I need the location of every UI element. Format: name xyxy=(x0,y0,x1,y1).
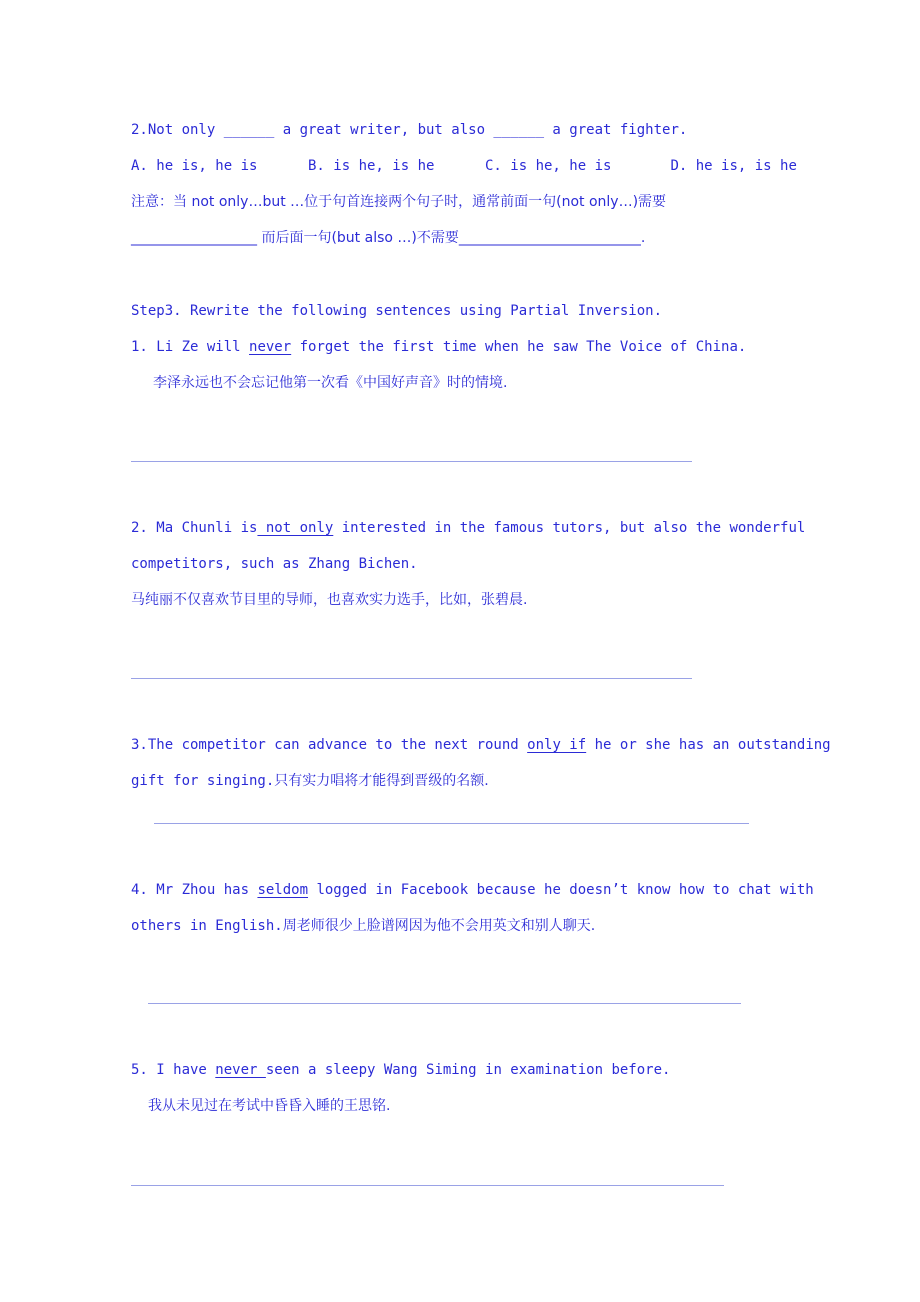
sentence-2-translation: 马纯丽不仅喜欢节目里的导师，也喜欢实力选手，比如，张碧晨. xyxy=(131,592,528,608)
question-2-note: 注意：当 not only…but …位于句首连接两个句子时，通常前面一句(not only…)需要 xyxy=(131,194,667,210)
sentence-3-keyword: only if xyxy=(527,737,587,753)
sentence-5-translation: 我从未见过在考试中昏昏入睡的王思铭. xyxy=(148,1098,391,1114)
sentence-1-post: forget the first time when he saw The Voice of China. xyxy=(291,339,747,355)
sentence-3-post: he or she has an outstanding xyxy=(586,737,831,753)
sentence-2-post: interested in the famous tutors, but also the wonderful xyxy=(333,520,806,536)
sentence-5-post: seen a sleepy Wang Siming in examination before. xyxy=(265,1062,671,1078)
question-2-note-blanks: __________________ 而后面一句(but also …)不需要__________________________. xyxy=(131,230,646,246)
sentence-2 xyxy=(131,518,805,538)
sentence-1-pre: 1. Li Ze will xyxy=(131,339,250,355)
sentence-4-keyword: seldom xyxy=(257,882,309,898)
sentence-4-pre: 4. Mr Zhou has xyxy=(131,882,258,898)
answer-line-4 xyxy=(148,1003,741,1004)
sentence-5 xyxy=(131,1060,670,1080)
sentence-4-translation: 周老师很少上脸谱网因为他不会用英文和别人聊天. xyxy=(282,918,596,934)
sentence-2-line-2: competitors, such as Zhang Bichen. xyxy=(131,556,418,572)
sentence-4-line-2-text: others in English. xyxy=(131,918,283,934)
sentence-1 xyxy=(131,337,746,357)
sentence-3-pre: 3.The competitor can advance to the next round xyxy=(131,737,528,753)
sentence-1-translation: 李泽永远也不会忘记他第一次看《中国好声音》时的情境. xyxy=(153,375,508,391)
sentence-2-pre: 2. Ma Chunli is xyxy=(131,520,258,536)
answer-line-2 xyxy=(131,678,692,679)
sentence-4 xyxy=(131,880,814,900)
sentence-3-line-2-text: gift for singing. xyxy=(131,773,275,789)
sentence-3 xyxy=(131,735,831,755)
answer-line-5 xyxy=(131,1185,724,1186)
step3-title: Step3. Rewrite the following sentences using Partial Inversion. xyxy=(131,303,663,319)
sentence-5-pre: 5. I have xyxy=(131,1062,216,1078)
question-2-line: 2.Not only ______ a great writer, but also ______ a great fighter. xyxy=(131,122,688,138)
sentence-2-keyword: not only xyxy=(257,520,334,536)
sentence-3-translation: 只有实力唱将才能得到晋级的名额. xyxy=(274,773,489,789)
sentence-4-post: logged in Facebook because he doesn’t know how to chat with xyxy=(308,882,814,898)
answer-line-1 xyxy=(131,461,692,462)
sentence-5-keyword: never xyxy=(215,1062,266,1078)
sentence-3-line-2 xyxy=(131,771,489,791)
question-2-options: A. he is, he is B. is he, is he C. is he, he is D. he is, is he xyxy=(131,158,797,174)
sentence-1-keyword: never xyxy=(249,339,292,355)
answer-line-3 xyxy=(154,823,749,824)
sentence-4-line-2 xyxy=(131,916,595,936)
